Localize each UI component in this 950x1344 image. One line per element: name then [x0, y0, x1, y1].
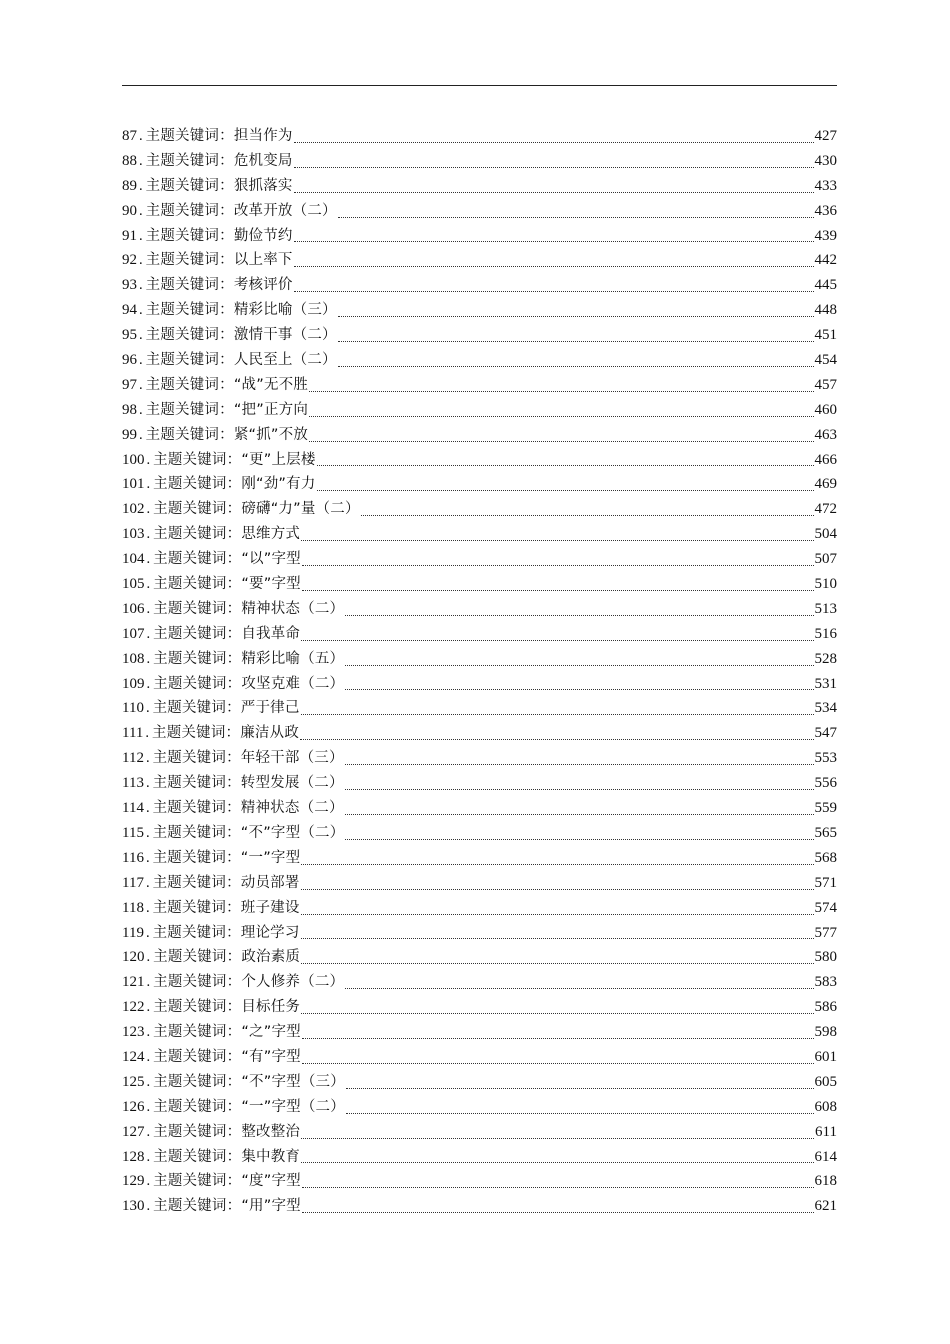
toc-entry-title: 主题关键词：“把”正方向 — [145, 401, 309, 418]
toc-entry[interactable] — [122, 174, 837, 199]
toc-dot-leader — [294, 229, 814, 242]
toc-entry-separator: . — [145, 750, 150, 767]
toc-dot-leader — [301, 877, 814, 890]
toc-entry-separator: . — [139, 352, 143, 369]
toc-entry-separator: . — [146, 576, 151, 593]
toc-entry-page-number: 571 — [814, 874, 837, 891]
toc-entry-page-number: 430 — [814, 152, 837, 169]
toc-dot-leader — [338, 304, 814, 317]
toc-entry-title: 主题关键词：个人修养（二） — [153, 974, 345, 991]
toc-dot-leader — [361, 503, 814, 516]
toc-entry-title: 主题关键词：动员部署 — [152, 874, 300, 891]
toc-dot-leader — [302, 578, 814, 591]
toc-entry-title: 主题关键词：政治素质 — [153, 949, 301, 966]
toc-entry-title: 主题关键词：紧“抓”不放 — [145, 426, 309, 443]
toc-entry-separator: . — [146, 476, 151, 493]
table-of-contents — [122, 124, 837, 1219]
toc-entry-number: 97 — [122, 376, 137, 393]
toc-entry[interactable] — [122, 921, 837, 946]
toc-entry[interactable] — [122, 1145, 837, 1170]
toc-dot-leader — [317, 478, 814, 491]
toc-entry-separator: . — [146, 1173, 151, 1190]
toc-entry-title: 主题关键词：“用”字型 — [153, 1198, 301, 1215]
toc-entry-number: 104 — [122, 551, 145, 568]
toc-entry[interactable] — [122, 871, 837, 896]
toc-entry-page-number: 439 — [814, 227, 837, 244]
toc-entry-title: 主题关键词：班子建设 — [152, 899, 300, 916]
toc-entry-title: 主题关键词：“要”字型 — [153, 576, 301, 593]
toc-entry[interactable] — [122, 547, 837, 572]
toc-entry-number: 118 — [122, 899, 144, 916]
toc-entry-number: 87 — [122, 128, 137, 144]
toc-entry[interactable] — [122, 1020, 837, 1045]
toc-dot-leader — [338, 329, 814, 342]
toc-entry-number: 115 — [122, 824, 144, 841]
toc-entry-title: 主题关键词：“更”上层楼 — [153, 451, 316, 468]
toc-entry-separator: . — [146, 501, 151, 518]
toc-entry-title: 主题关键词：“度”字型 — [153, 1173, 301, 1190]
toc-dot-leader — [301, 852, 813, 865]
toc-entry-number: 103 — [122, 526, 145, 543]
toc-entry-page-number: 436 — [814, 202, 837, 219]
toc-dot-leader — [294, 279, 814, 292]
toc-entry[interactable] — [122, 970, 837, 995]
toc-dot-leader — [317, 453, 814, 466]
toc-entry-page-number: 608 — [814, 1098, 837, 1115]
toc-entry-title: 主题关键词：转型发展（二） — [152, 775, 344, 792]
toc-entry-title: 主题关键词：集中教育 — [153, 1148, 301, 1165]
toc-entry-number: 123 — [122, 1024, 145, 1041]
toc-dot-leader — [309, 429, 813, 442]
toc-dot-leader — [346, 1101, 814, 1114]
toc-entry-title: 主题关键词：考核评价 — [145, 277, 293, 294]
toc-entry-page-number: 568 — [814, 849, 837, 866]
toc-entry-number: 92 — [122, 252, 137, 269]
toc-entry-title: 主题关键词：“战”无不胜 — [145, 376, 309, 393]
toc-entry-number: 119 — [122, 924, 144, 941]
toc-entry-page-number: 621 — [814, 1198, 837, 1215]
toc-entry-title: 主题关键词：危机变局 — [145, 152, 293, 169]
toc-entry-separator: . — [145, 824, 150, 841]
toc-entry-separator: . — [145, 874, 150, 891]
toc-entry-title: 主题关键词：精彩比喻（三） — [145, 302, 337, 319]
toc-entry-separator: . — [139, 227, 143, 244]
toc-dot-leader — [294, 155, 814, 168]
toc-entry[interactable] — [122, 497, 837, 522]
toc-entry-title: 主题关键词：精神状态（二） — [152, 800, 344, 817]
toc-entry-number: 90 — [122, 202, 137, 219]
toc-entry-page-number: 463 — [814, 426, 837, 443]
toc-dot-leader — [294, 254, 814, 267]
toc-dot-leader — [346, 1076, 814, 1089]
toc-entry-page-number: 427 — [814, 128, 837, 144]
toc-entry-separator: . — [146, 999, 151, 1016]
toc-dot-leader — [301, 702, 814, 715]
toc-entry-page-number: 460 — [814, 401, 837, 418]
toc-entry-separator: . — [145, 924, 150, 941]
toc-dot-leader — [294, 130, 814, 143]
toc-entry[interactable] — [122, 721, 837, 746]
toc-entry[interactable] — [122, 572, 837, 597]
toc-dot-leader — [302, 553, 814, 566]
toc-entry-number: 116 — [122, 849, 144, 866]
toc-entry-separator: . — [145, 775, 150, 792]
toc-entry-title: 主题关键词：严于律己 — [152, 700, 300, 717]
toc-entry-number: 88 — [122, 152, 137, 169]
toc-entry-title: 主题关键词：年轻干部（三） — [152, 750, 344, 767]
toc-entry-number: 96 — [122, 352, 137, 369]
toc-entry-separator: . — [145, 800, 150, 817]
toc-entry-number: 126 — [122, 1098, 145, 1115]
toc-entry[interactable] — [122, 821, 837, 846]
toc-entry[interactable] — [122, 771, 837, 796]
toc-dot-leader — [345, 777, 814, 790]
toc-entry[interactable] — [122, 746, 837, 771]
toc-entry-separator: . — [146, 526, 151, 543]
toc-entry-title: 主题关键词：“不”字型（二） — [152, 824, 345, 841]
toc-entry-number: 91 — [122, 227, 137, 244]
toc-entry[interactable] — [122, 124, 837, 149]
toc-entry[interactable] — [122, 846, 837, 871]
toc-entry-page-number: 528 — [814, 650, 837, 667]
toc-entry-separator: . — [139, 128, 143, 144]
toc-dot-leader — [338, 205, 814, 218]
toc-entry-page-number: 583 — [814, 974, 837, 991]
toc-entry[interactable] — [122, 896, 837, 921]
toc-dot-leader — [301, 902, 814, 915]
toc-entry[interactable] — [122, 647, 837, 672]
toc-entry-page-number: 565 — [814, 824, 837, 841]
toc-entry-page-number: 513 — [814, 600, 837, 617]
toc-entry[interactable] — [122, 1120, 837, 1145]
toc-entry-number: 127 — [122, 1123, 145, 1140]
toc-entry-title: 主题关键词：勤俭节约 — [145, 227, 293, 244]
toc-entry-title: 主题关键词：狠抓落实 — [145, 177, 293, 194]
toc-entry-number: 94 — [122, 302, 137, 319]
toc-dot-leader — [294, 180, 814, 193]
toc-entry[interactable] — [122, 1095, 837, 1120]
toc-entry-separator: . — [145, 899, 150, 916]
toc-entry-title: 主题关键词：人民至上（二） — [145, 352, 337, 369]
toc-entry-number: 121 — [122, 974, 145, 991]
toc-dot-leader — [301, 1126, 814, 1139]
toc-dot-leader — [338, 354, 814, 367]
toc-entry-page-number: 586 — [814, 999, 837, 1016]
toc-entry[interactable] — [122, 622, 837, 647]
toc-entry-number: 130 — [122, 1198, 145, 1215]
toc-entry-number: 98 — [122, 401, 137, 418]
toc-entry-separator: . — [146, 1148, 151, 1165]
toc-entry-separator: . — [139, 327, 143, 344]
toc-dot-leader — [301, 926, 814, 939]
toc-entry-title: 主题关键词：精彩比喻（五） — [153, 650, 345, 667]
toc-entry-separator: . — [146, 1024, 151, 1041]
toc-entry-page-number: 618 — [814, 1173, 837, 1190]
toc-entry-separator: . — [145, 849, 150, 866]
toc-entry-number: 107 — [122, 625, 145, 642]
toc-entry[interactable] — [122, 597, 837, 622]
toc-entry-page-number: 516 — [814, 625, 837, 642]
toc-entry-number: 125 — [122, 1073, 145, 1090]
toc-entry[interactable] — [122, 796, 837, 821]
toc-dot-leader — [301, 951, 813, 964]
toc-entry-number: 110 — [122, 700, 144, 717]
toc-entry[interactable] — [122, 696, 837, 721]
toc-dot-leader — [345, 976, 813, 989]
toc-entry-title: 主题关键词：整改整治 — [153, 1123, 301, 1140]
toc-entry-title: 主题关键词：刚“劲”有力 — [153, 476, 316, 493]
toc-entry-separator: . — [146, 1198, 151, 1215]
toc-entry[interactable] — [122, 273, 837, 298]
toc-entry-title: 主题关键词：“一”字型 — [152, 849, 301, 866]
toc-entry-title: 主题关键词：“不”字型（三） — [153, 1073, 345, 1090]
toc-entry[interactable] — [122, 298, 837, 323]
toc-entry[interactable] — [122, 323, 837, 348]
toc-entry-title: 主题关键词：改革开放（二） — [145, 202, 337, 219]
toc-entry-title: 主题关键词：“以”字型 — [153, 551, 301, 568]
toc-entry-separator: . — [145, 700, 150, 717]
toc-entry[interactable] — [122, 199, 837, 224]
toc-entry-page-number: 574 — [814, 899, 837, 916]
toc-entry-title: 主题关键词：思维方式 — [153, 526, 301, 543]
toc-dot-leader — [345, 802, 814, 815]
toc-entry-number: 124 — [122, 1048, 145, 1065]
header-rule — [122, 85, 837, 86]
toc-entry[interactable] — [122, 995, 837, 1020]
toc-entry-page-number: 442 — [814, 252, 837, 269]
toc-entry-separator: . — [139, 177, 143, 194]
toc-dot-leader — [301, 528, 813, 541]
toc-entry[interactable] — [122, 1194, 837, 1219]
toc-entry-page-number: 454 — [814, 352, 837, 369]
toc-entry-title: 主题关键词：担当作为 — [145, 128, 293, 144]
toc-entry-separator: . — [146, 1048, 151, 1065]
toc-entry-page-number: 466 — [814, 451, 837, 468]
toc-entry-page-number: 580 — [814, 949, 837, 966]
toc-dot-leader — [345, 752, 814, 765]
toc-entry-separator: . — [139, 376, 143, 393]
toc-entry[interactable] — [122, 224, 837, 249]
toc-entry[interactable] — [122, 149, 837, 174]
toc-entry-page-number: 457 — [814, 376, 837, 393]
toc-dot-leader — [302, 1175, 814, 1188]
toc-entry-separator: . — [146, 1073, 151, 1090]
toc-dot-leader — [302, 1026, 814, 1039]
toc-entry-page-number: 451 — [814, 327, 837, 344]
toc-entry-separator: . — [139, 401, 143, 418]
toc-entry-title: 主题关键词：廉洁从政 — [152, 725, 300, 742]
toc-entry-number: 117 — [122, 874, 144, 891]
toc-entry-separator: . — [139, 202, 143, 219]
toc-entry-page-number: 510 — [814, 576, 837, 593]
toc-entry-page-number: 547 — [814, 725, 837, 742]
toc-entry-number: 128 — [122, 1148, 145, 1165]
toc-dot-leader — [309, 404, 813, 417]
toc-entry-page-number: 611 — [815, 1123, 837, 1140]
toc-entry-separator: . — [146, 949, 151, 966]
toc-entry-page-number: 448 — [814, 302, 837, 319]
toc-entry-page-number: 614 — [814, 1148, 837, 1165]
toc-entry-number: 106 — [122, 600, 145, 617]
toc-dot-leader — [345, 653, 813, 666]
toc-entry-number: 102 — [122, 501, 145, 518]
toc-entry-title: 主题关键词：目标任务 — [153, 999, 301, 1016]
toc-entry-page-number: 605 — [814, 1073, 837, 1090]
toc-entry-separator: . — [146, 1123, 151, 1140]
toc-entry-separator: . — [146, 551, 151, 568]
toc-entry-title: 主题关键词：自我革命 — [153, 625, 301, 642]
toc-entry-title: 主题关键词：理论学习 — [152, 924, 300, 941]
toc-entry-page-number: 469 — [814, 476, 837, 493]
toc-entry-separator: . — [146, 1098, 151, 1115]
toc-entry-title: 主题关键词：精神状态（二） — [153, 600, 345, 617]
toc-entry[interactable] — [122, 248, 837, 273]
toc-entry-separator: . — [139, 426, 143, 443]
toc-dot-leader — [301, 1150, 813, 1163]
toc-entry-separator: . — [146, 974, 151, 991]
toc-entry-page-number: 472 — [814, 501, 837, 518]
toc-entry-title: 主题关键词：激情干事（二） — [145, 327, 337, 344]
toc-entry-separator: . — [145, 725, 150, 742]
toc-entry[interactable] — [122, 448, 837, 473]
toc-entry-page-number: 559 — [814, 800, 837, 817]
toc-entry[interactable] — [122, 1070, 837, 1095]
toc-entry-separator: . — [139, 152, 143, 169]
toc-entry-page-number: 445 — [814, 277, 837, 294]
toc-entry-number: 129 — [122, 1173, 145, 1190]
toc-entry-title: 主题关键词：攻坚克难（二） — [153, 675, 345, 692]
toc-entry-separator: . — [146, 451, 151, 468]
toc-entry-number: 93 — [122, 277, 137, 294]
toc-entry-page-number: 577 — [814, 924, 837, 941]
toc-dot-leader — [302, 1200, 814, 1213]
toc-entry[interactable] — [122, 472, 837, 497]
toc-entry[interactable] — [122, 1045, 837, 1070]
toc-entry-title: 主题关键词：磅礴“力”量（二） — [153, 501, 360, 518]
toc-entry-number: 99 — [122, 426, 137, 443]
toc-entry-separator: . — [146, 650, 151, 667]
toc-entry-number: 109 — [122, 675, 145, 692]
toc-entry-page-number: 601 — [814, 1048, 837, 1065]
toc-entry-page-number: 531 — [814, 675, 837, 692]
toc-entry-number: 122 — [122, 999, 145, 1016]
toc-entry-title: 主题关键词：以上率下 — [145, 252, 293, 269]
toc-entry-separator: . — [139, 277, 143, 294]
toc-entry-title: 主题关键词：“一”字型（二） — [153, 1098, 345, 1115]
toc-dot-leader — [301, 628, 813, 641]
toc-entry-number: 95 — [122, 327, 137, 344]
toc-entry-separator: . — [139, 252, 143, 269]
toc-entry[interactable] — [122, 348, 837, 373]
toc-dot-leader — [301, 1001, 813, 1014]
toc-dot-leader — [345, 603, 813, 616]
toc-entry-page-number: 553 — [814, 750, 837, 767]
toc-entry-page-number: 433 — [814, 177, 837, 194]
toc-dot-leader — [345, 677, 813, 690]
toc-entry-page-number: 556 — [814, 775, 837, 792]
toc-entry-number: 101 — [122, 476, 145, 493]
toc-entry-number: 89 — [122, 177, 137, 194]
toc-entry[interactable] — [122, 373, 837, 398]
toc-entry-separator: . — [146, 625, 151, 642]
toc-entry-number: 108 — [122, 650, 145, 667]
toc-entry[interactable] — [122, 945, 837, 970]
toc-dot-leader — [302, 1051, 814, 1064]
toc-entry-number: 112 — [122, 750, 144, 767]
toc-entry-separator: . — [139, 302, 143, 319]
toc-entry-page-number: 507 — [814, 551, 837, 568]
toc-entry-number: 120 — [122, 949, 145, 966]
toc-entry-number: 111 — [122, 725, 144, 742]
toc-dot-leader — [300, 727, 813, 740]
toc-entry-page-number: 534 — [814, 700, 837, 717]
toc-entry-number: 113 — [122, 775, 144, 792]
toc-entry[interactable] — [122, 398, 837, 423]
toc-entry[interactable] — [122, 672, 837, 697]
toc-entry-title: 主题关键词：“有”字型 — [153, 1048, 301, 1065]
toc-dot-leader — [309, 379, 813, 392]
toc-entry-number: 105 — [122, 576, 145, 593]
toc-entry-page-number: 504 — [814, 526, 837, 543]
toc-entry-separator: . — [146, 600, 151, 617]
toc-entry-number: 114 — [122, 800, 144, 817]
toc-entry-number: 100 — [122, 451, 145, 468]
toc-entry-title: 主题关键词：“之”字型 — [153, 1024, 301, 1041]
toc-entry-separator: . — [146, 675, 151, 692]
toc-entry-page-number: 598 — [814, 1024, 837, 1041]
toc-entry[interactable] — [122, 1169, 837, 1194]
toc-entry[interactable] — [122, 522, 837, 547]
toc-dot-leader — [345, 827, 813, 840]
toc-entry[interactable] — [122, 423, 837, 448]
